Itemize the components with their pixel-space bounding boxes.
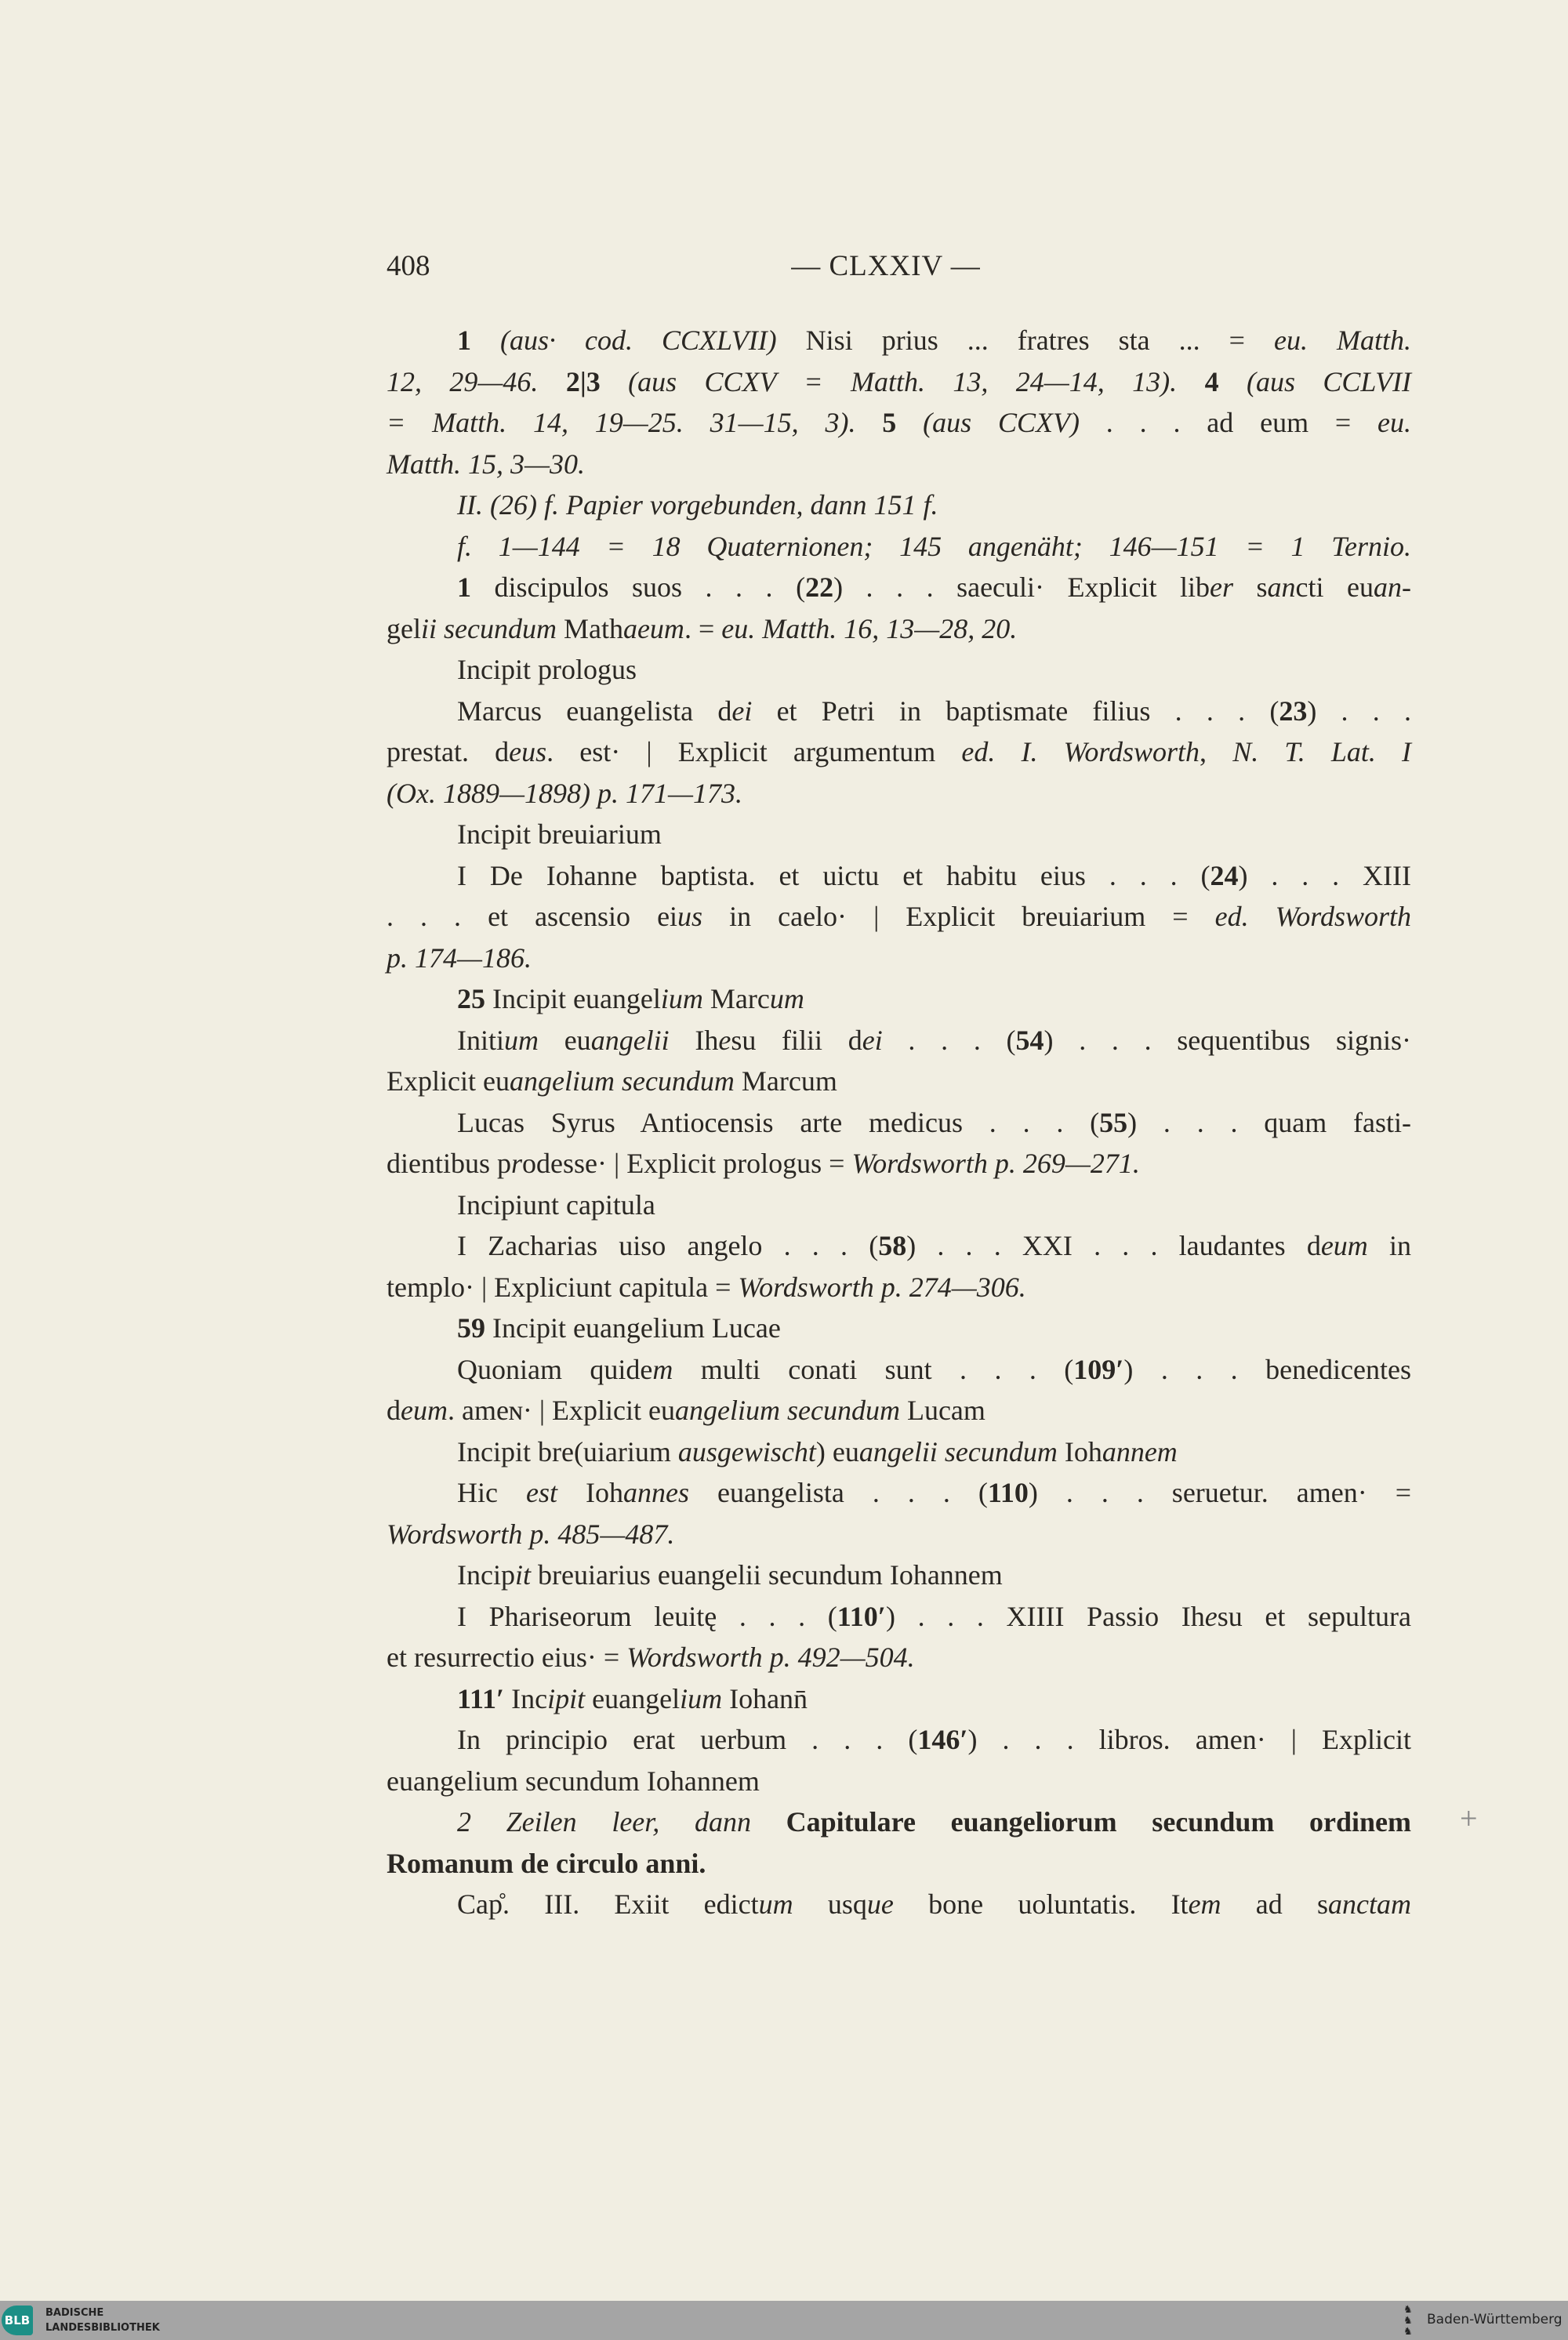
text-line [387,1637,1411,1678]
italic-text: aeum [622,612,684,644]
folio-reference: 1 [457,571,471,603]
italic-text: annes [622,1477,689,1508]
text-segment: Nisi prius ... fratres sta ... = [776,325,1274,356]
text-segment: Marc [702,983,770,1014]
text-segment: In principio erat uerbum . . . ( [457,1724,918,1755]
text-segment: euangelium secundum Iohannem [387,1765,760,1797]
italic-text: angelii [590,1024,670,1056]
text-line [387,1143,1411,1185]
italic-text: um [504,1024,539,1056]
text-line [387,361,1411,403]
running-head: — CLXXIV — [791,250,981,282]
italic-text: 2 Zeilen leer, dann [457,1806,751,1838]
text-segment: dientibus p [387,1148,511,1179]
text-segment: Incipit bre(uiarium [457,1435,678,1467]
text-segment: ) . . . [1307,695,1411,727]
italic-text: eus [509,736,547,767]
text-segment: in [1367,1230,1412,1261]
italic-text: m [652,1353,673,1385]
text-segment: Math [556,612,623,644]
italic-text: Matth. 15, 3—30. [387,448,586,480]
text-line [387,1719,1411,1761]
text-segment: . ameɴ· | Explicit eu [447,1395,675,1426]
lion-crest-icon: ♞ ♞ ♞ [1403,2303,1413,2337]
folio-reference: 4 [1204,365,1219,397]
italic-text: us [677,901,703,932]
text-segment: ) . . . XIIII Passio Ih [885,1600,1205,1632]
folio-reference: 59 [457,1312,485,1344]
italic-text: f. 1—144 = 18 Quaternionen; 145 angenäht; 146—151 = 1 Ternio. [457,530,1411,562]
text-line [387,1267,1411,1308]
text-segment: ) . . . XIII [1238,859,1411,891]
text-line [387,1555,1411,1596]
text-segment: ) . . . saeculi· Explicit lib [833,571,1210,603]
text-segment: s [1233,571,1268,603]
italic-text: um [769,983,804,1014]
italic-text: (aus CCXV) [923,407,1080,438]
text-segment [751,1806,786,1838]
folio-reference: 58 [878,1230,907,1261]
italic-text: angelii secundum [858,1435,1058,1467]
text-segment: d [387,1395,401,1426]
text-segment [1177,366,1204,397]
document-body [387,320,1411,1925]
italic-text: e [1204,1600,1218,1632]
text-segment: Lucas Syrus Antiocensis arte medicus . . . ( [457,1106,1100,1138]
text-line [387,402,1411,444]
text-segment: . est· | Explicit argumentum [546,736,962,767]
text-segment: Marcus euangelista d [457,695,732,727]
text-segment: Explicit eu [387,1065,510,1097]
italic-text: = Matth. 14, 19—25. 31—15, 3). [387,407,856,438]
italic-text: 12, 29—46. [387,365,539,397]
italic-text: Wordsworth p. 274—306. [738,1271,1026,1303]
text-segment: Hic [457,1477,526,1508]
text-segment [855,407,882,438]
text-line [387,567,1411,608]
folio-reference: 25 [457,983,485,1014]
text-line [387,1514,1411,1555]
text-line [387,1020,1411,1061]
text-segment: Incipit breuiarium [457,818,662,850]
text-segment: templo· | Expliciunt capitula = [387,1271,739,1303]
text-line [387,1678,1411,1720]
italic-text: (aus CCXV = Matth. 13, 24—14, 13). [628,365,1178,397]
text-line [387,691,1411,732]
text-segment: ) . . . benedicentes [1123,1353,1411,1385]
crop-mark-icon: + [1460,1801,1478,1836]
folio-reference: 22 [805,571,834,603]
text-segment: , [1200,736,1233,767]
text-line [387,731,1411,773]
text-segment: Ioh [1057,1435,1102,1467]
text-segment [538,366,565,397]
text-segment: ) . . . quam fasti- [1127,1106,1411,1138]
text-line [387,1884,1411,1925]
italic-text: II. (26) f. Papier vorgebunden, dann 151 f. [457,489,938,521]
text-segment: Ioh [557,1477,623,1508]
text-segment [601,366,628,397]
library-name [45,2306,160,2335]
text-segment: su filii d [731,1024,862,1056]
text-segment: gel [387,612,421,644]
text-line [387,1761,1411,1802]
italic-text: ei [862,1024,883,1056]
text-line [387,855,1411,897]
text-line [387,1472,1411,1514]
text-segment [1219,366,1247,397]
folio-reference: 55 [1099,1106,1128,1138]
folio-reference: 23 [1279,695,1308,727]
italic-text: est [525,1477,557,1508]
italic-text: anctam [1328,1888,1411,1920]
italic-text: N. T. Lat. I [1232,736,1412,767]
text-line [387,444,1411,485]
italic-text: ue [866,1888,894,1920]
folio-reference: 54 [1015,1024,1044,1056]
text-line [387,1061,1411,1102]
italic-text: ei [731,695,753,727]
folio-reference: 110 [987,1477,1029,1508]
italic-text: (Ox. 1889—1898) p. 171—173. [387,777,742,809]
text-segment: Incipit prologus [457,654,637,685]
italic-text: p. 174—186. [387,941,532,974]
text-line [387,896,1411,938]
text-segment: Incipiunt capitula [457,1188,655,1221]
folio-reference: 2|3 [565,365,601,397]
text-segment: Incipit euangelium Lucae [485,1312,781,1344]
text-line [387,1390,1411,1431]
folio-reference: 1 [457,325,501,356]
italic-text: (aus· cod. CCXLVII) [500,325,777,356]
text-segment: eu [539,1024,591,1056]
text-line [387,608,1411,650]
folio-reference: Romanum de circulo anni. [387,1847,706,1879]
text-segment: Iohann̄ [722,1682,808,1714]
text-segment: et Petri in baptismate filius . . . ( [752,695,1279,727]
text-segment: I De Iohanne baptista. et uictu et habitu eius . . . ( [457,859,1210,891]
text-segment: Lucam [899,1395,985,1426]
folio-reference: 146′ [917,1724,968,1755]
italic-text: er [1210,571,1234,603]
italic-text: ausgewischt [677,1435,816,1467]
text-segment: Initi [457,1024,504,1056]
text-segment: I Phariseorum leuitę . . . ( [457,1600,837,1632]
text-segment: bone uoluntatis. It [893,1888,1189,1920]
italic-text: Wordsworth p. 492—504. [626,1642,915,1673]
library-name-line1: BADISCHE [45,2307,104,2319]
text-segment: ) . . . seruetur. amen· = [1028,1477,1411,1508]
text-segment: ) . . . sequentibus signis· [1044,1024,1411,1056]
text-line [387,649,1411,691]
italic-text: ed. I. Wordsworth [961,736,1200,767]
text-line [387,1349,1411,1391]
text-line [387,526,1411,568]
folio-reference: Capitulare euangeliorum secundum ordinem [786,1806,1411,1838]
italic-text: r [511,1148,523,1179]
folio-reference: 110′ [837,1600,886,1632]
text-segment: Quoniam quide [457,1353,653,1385]
text-segment: I Zacharias uiso angelo . . . ( [457,1230,879,1261]
text-segment: ) eu [815,1435,859,1467]
text-segment: ad s [1221,1888,1329,1920]
text-segment: . . . ( [882,1024,1016,1056]
italic-text: Wordsworth p. 485—487. [387,1518,675,1550]
folio-reference: 109′ [1073,1353,1124,1385]
italic-text: ium [660,983,703,1014]
text-segment: Marcum [734,1065,837,1097]
italic-text: e [718,1024,731,1056]
folio-reference: 5 [882,407,897,438]
italic-text: ipit [547,1682,586,1714]
text-line [387,1843,1411,1885]
text-line [387,938,1411,979]
italic-text: eu. Matth. 16, 13—28, 20. [721,612,1018,644]
text-line [387,484,1411,526]
text-segment: Incipit euangel [485,983,661,1014]
italic-text: em [1188,1888,1221,1920]
italic-text: ed. Wordsworth [1214,901,1411,932]
text-segment: et resurrectio eius· = [387,1642,627,1673]
text-segment: usq [793,1888,867,1920]
italic-text: an- [1374,571,1412,603]
italic-text: eum [401,1395,448,1426]
text-line [387,814,1411,855]
text-segment: breuiarius euangelii secundum Iohannem [530,1559,1003,1591]
text-segment: in caelo· | Explicit breuiarium = [702,901,1215,932]
blb-logo-icon: BLB [2,2306,33,2335]
italic-text: angelium secundum [675,1395,900,1426]
footer-bar [0,2301,1568,2340]
state-name: Baden-Württemberg [1427,2312,1563,2327]
text-segment: Incip [457,1559,515,1591]
italic-text: eu. [1377,407,1412,438]
text-line [387,1185,1411,1226]
italic-text: annem [1102,1435,1178,1467]
page-number: 408 [387,250,430,282]
text-segment: . = [684,612,722,644]
italic-text: it [514,1559,531,1591]
text-segment: ) . . . XXI . . . laudantes d [906,1230,1321,1261]
text-line [387,978,1411,1020]
text-segment: cti eu [1295,571,1374,603]
text-segment: euangel [585,1682,681,1714]
text-line [387,1431,1411,1473]
text-line [387,1308,1411,1349]
text-segment: euangelista . . . ( [688,1477,988,1508]
text-segment [896,407,923,438]
italic-text: angelium secundum [509,1065,735,1097]
italic-text: (aus CCLVII [1246,365,1412,397]
text-segment: su et sepultura [1217,1600,1411,1632]
italic-text: ii secundum [420,612,557,644]
text-segment: . . . ad eum = [1079,407,1378,438]
text-line [387,773,1411,814]
text-segment: odesse· | Explicit prologus = [522,1148,852,1179]
text-segment: multi conati sunt . . . ( [673,1353,1074,1385]
italic-text: an [1267,571,1296,603]
text-segment: prestat. d [387,736,510,767]
italic-text: ium [680,1682,723,1714]
library-name-line2: LANDESBIBLIOTHEK [45,2322,160,2334]
text-line [387,1596,1411,1638]
text-segment: Ih [669,1024,719,1056]
italic-text: eu. Matth. [1274,325,1411,356]
text-segment: Cap̊. III. Exiit edict [457,1888,759,1920]
italic-text: um [758,1888,793,1920]
text-line [387,1225,1411,1267]
italic-text: Wordsworth p. 269—271. [851,1148,1140,1179]
text-segment: ) . . . libros. amen· | Explicit [967,1724,1411,1755]
text-segment: discipulos suos . . . ( [471,571,806,603]
text-segment: . . . et ascensio ei [387,901,678,932]
text-line [387,1801,1411,1843]
folio-reference: 111′ [457,1682,505,1714]
text-line [387,320,1411,361]
text-segment: Inc [504,1682,548,1714]
text-line [387,1102,1411,1144]
folio-reference: 24 [1210,859,1239,891]
italic-text: eum [1320,1230,1368,1261]
